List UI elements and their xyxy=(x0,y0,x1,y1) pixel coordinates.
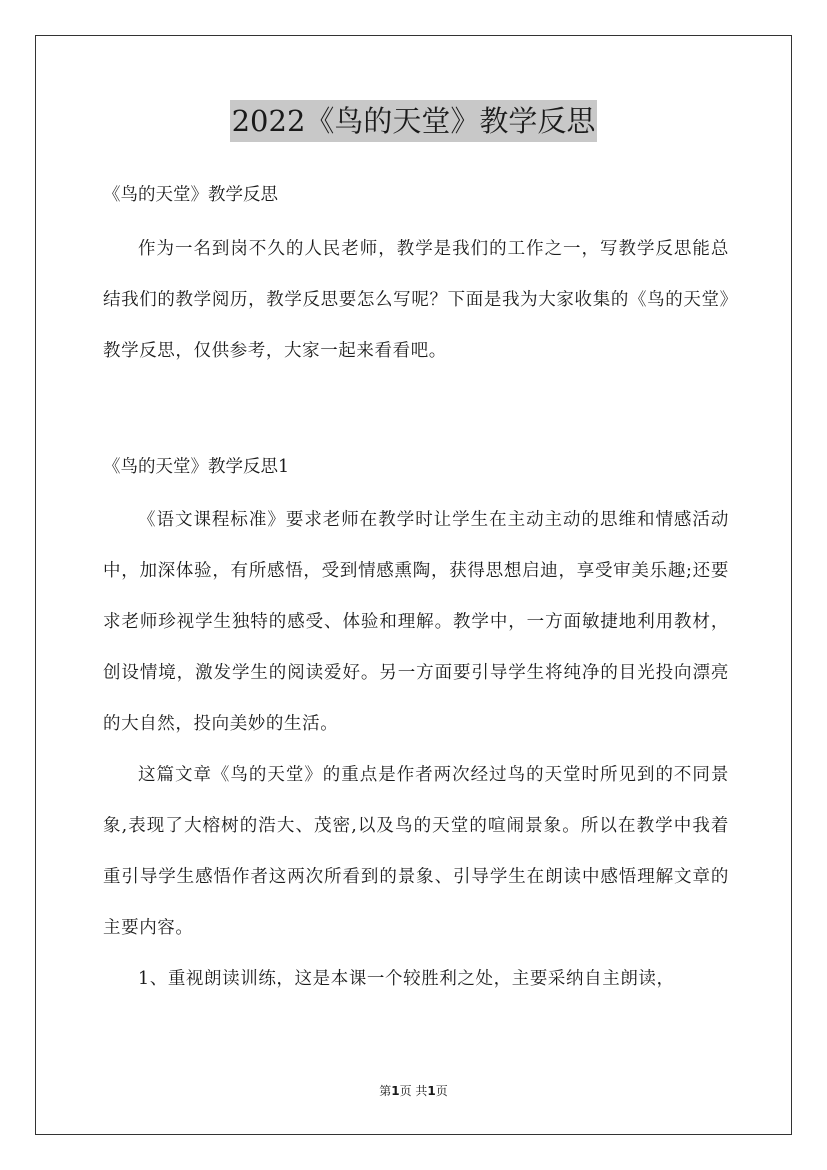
body-block xyxy=(103,495,729,1005)
intro-block xyxy=(103,224,729,377)
body-paragraph-3: 1、重视朗读训练，这是本课一个较胜利之处，主要采纳自主朗读， xyxy=(138,969,675,989)
document-title: 2022《鸟的天堂》教学反思 xyxy=(230,100,598,142)
footer-suffix: 页 xyxy=(435,1084,448,1098)
section-heading-intro: 《鸟的天堂》教学反思 xyxy=(103,185,278,205)
section-heading-1: 《鸟的天堂》教学反思1 xyxy=(103,457,290,477)
footer-prefix: 第 xyxy=(379,1084,392,1098)
footer-current-page: 1 xyxy=(391,1084,400,1098)
body-paragraph-1: 《语文课程标准》要求老师在教学时让学生在主动主动的思维和情感活动中，加深体验，有所感悟，受到情感熏陶，获得思想启迪，享受审美乐趣;还要求老师珍视学生独特的感受、体验和理解。教学中，一方面敏捷地利用教材，创设情境，激发学生的阅读爱好。另一方面要引导学生将纯净的目光投向漂亮的大自然，投向美妙的生活。 xyxy=(103,510,729,734)
intro-paragraph: 作为一名到岗不久的人民老师，教学是我们的工作之一，写教学反思能总结我们的教学阅历，教学反思要怎么写呢？下面是我为大家收集的《鸟的天堂》教学反思，仅供参考，大家一起来看看吧。 xyxy=(103,239,729,361)
body-paragraph-2: 这篇文章《鸟的天堂》的重点是作者两次经过鸟的天堂时所见到的不同景象,表现了大榕树的浩大、茂密,以及鸟的天堂的喧闹景象。所以在教学中我着重引导学生感悟作者这两次所看到的景象、引导学生在朗读中感悟理解文章的主要内容。 xyxy=(103,765,729,938)
footer-mid: 页 共 xyxy=(399,1084,428,1098)
title-container xyxy=(0,100,827,142)
page-footer xyxy=(0,1082,827,1099)
footer-total-pages: 1 xyxy=(427,1084,436,1098)
